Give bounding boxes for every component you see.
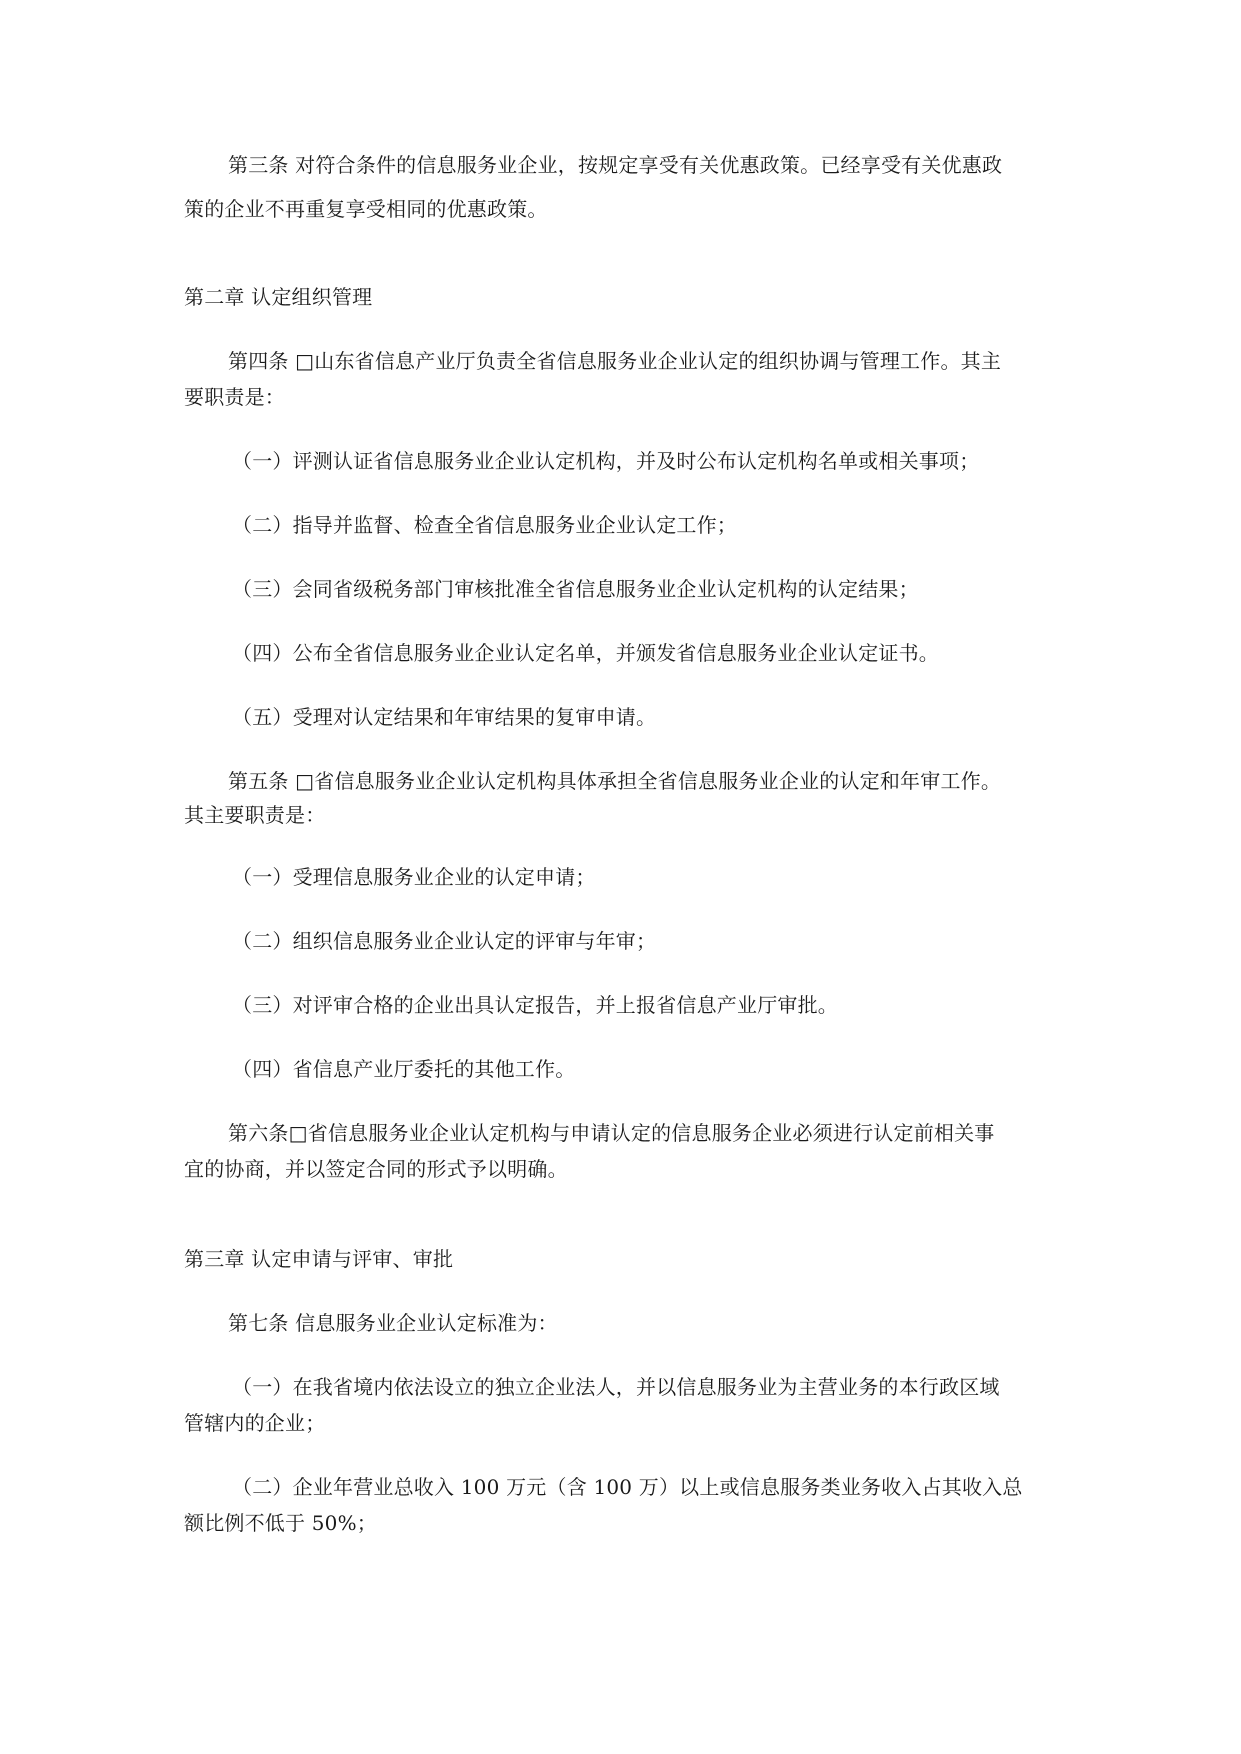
article-5-item-2: （二）组织信息服务业企业认定的评审与年审； <box>232 929 657 953</box>
article-5-line-1: 第五条 □省信息服务业企业认定机构具体承担全省信息服务业企业的认定和年审工作。 <box>228 769 1002 793</box>
article-7-item-1-line-2: 管辖内的企业； <box>184 1411 326 1435</box>
article-6-line-2: 宜的协商，并以签定合同的形式予以明确。 <box>184 1157 568 1181</box>
article-7-item-2-line-2: 额比例不低于 50%； <box>184 1511 378 1535</box>
article-4-line-2: 要职责是： <box>184 385 285 409</box>
article-7-line-1: 第七条 信息服务业企业认定标准为： <box>228 1311 558 1335</box>
article-5-item-3: （三）对评审合格的企业出具认定报告，并上报省信息产业厅审批。 <box>232 993 838 1017</box>
article-7-item-1-line-1: （一）在我省境内依法设立的独立企业法人，并以信息服务业为主营业务的本行政区域 <box>232 1375 1000 1399</box>
article-5-item-1: （一）受理信息服务业企业的认定申请； <box>232 865 596 889</box>
article-3-line-1: 第三条 对符合条件的信息服务业企业，按规定享受有关优惠政策。已经享受有关优惠政 <box>228 153 1003 177</box>
article-4-item-2: （二）指导并监督、检查全省信息服务业企业认定工作； <box>232 513 737 537</box>
article-4-item-5: （五）受理对认定结果和年审结果的复审申请。 <box>232 705 657 729</box>
article-3-line-2: 策的企业不再重复享受相同的优惠政策。 <box>184 197 548 221</box>
article-4-item-1: （一）评测认证省信息服务业企业认定机构，并及时公布认定机构名单或相关事项； <box>232 449 980 473</box>
article-5-line-2: 其主要职责是： <box>184 803 326 827</box>
article-5-item-4: （四）省信息产业厅委托的其他工作。 <box>232 1057 576 1081</box>
article-4-item-3: （三）会同省级税务部门审核批准全省信息服务业企业认定机构的认定结果； <box>232 577 919 601</box>
chapter-2-heading: 第二章 认定组织管理 <box>184 285 373 309</box>
article-4-line-1: 第四条 □山东省信息产业厅负责全省信息服务业企业认定的组织协调与管理工作。其主 <box>228 349 1002 373</box>
article-7-item-2-line-1: （二）企业年营业总收入 100 万元（含 100 万）以上或信息服务类业务收入占其收入总 <box>232 1475 1023 1499</box>
article-6-line-1: 第六条□省信息服务业企业认定机构与申请认定的信息服务企业必须进行认定前相关事 <box>228 1121 995 1145</box>
chapter-3-heading: 第三章 认定申请与评审、审批 <box>184 1247 454 1271</box>
article-4-item-4: （四）公布全省信息服务业企业认定名单，并颁发省信息服务业企业认定证书。 <box>232 641 939 665</box>
